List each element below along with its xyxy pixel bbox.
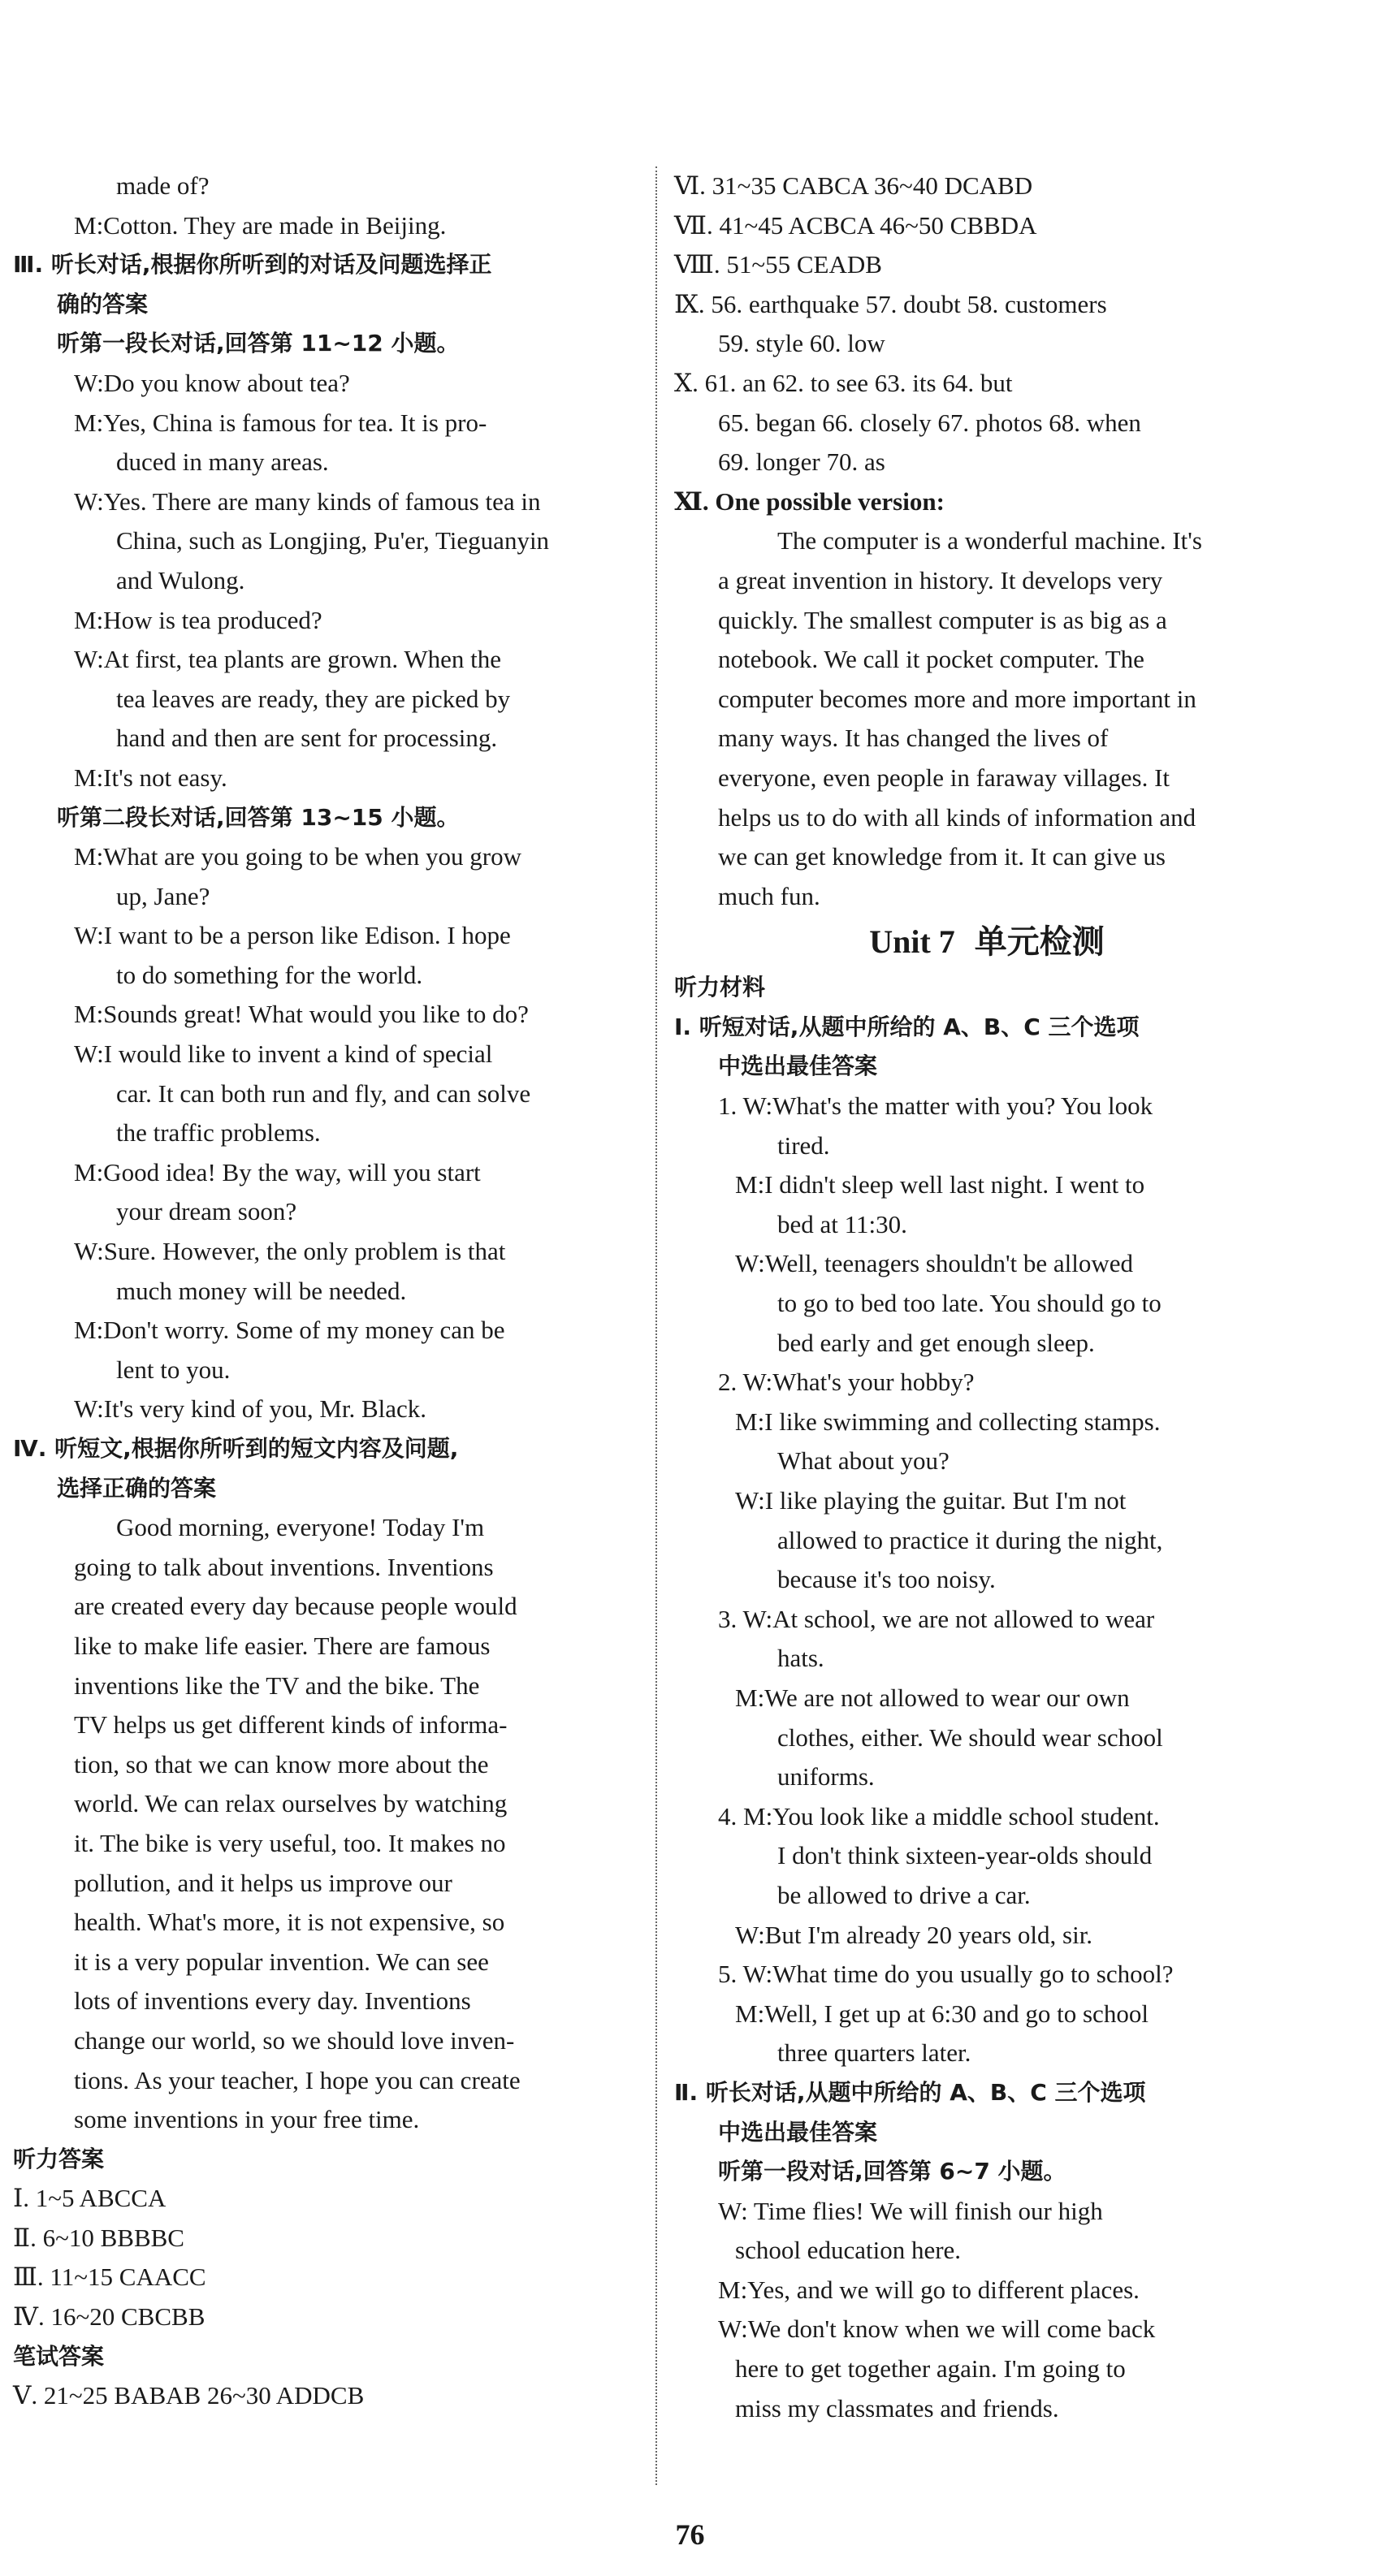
text-line: Ⅰ. 1~5 ABCCA xyxy=(13,2184,167,2213)
left-column xyxy=(13,166,647,2416)
text-line: 听力材料 xyxy=(674,974,766,1001)
text-line: miss my classmates and friends. xyxy=(735,2393,1059,2423)
text-line: M:Sounds great! What would you like to do? xyxy=(74,1000,529,1029)
text-line: made of? xyxy=(116,171,210,200)
text-line: W:It's very kind of you, Mr. Black. xyxy=(74,1394,427,1424)
text-line: like to make life easier. There are famous xyxy=(74,1631,491,1660)
text-line: your dream soon? xyxy=(116,1197,297,1226)
column-divider xyxy=(655,166,657,2485)
text-line: 69. longer 70. as xyxy=(718,447,885,477)
text-line: 4. M:You look like a middle school student. xyxy=(718,1801,1160,1830)
text-line: M:Yes, China is famous for tea. It is pro- xyxy=(74,408,487,437)
text-line: W:Do you know about tea? xyxy=(74,368,350,397)
text-line: some inventions in your free time. xyxy=(74,2105,420,2134)
text-line: Ⅹ. 61. an 62. to see 63. its 64. but xyxy=(674,368,1013,397)
text-line: many ways. It has changed the lives of xyxy=(718,724,1109,753)
text-line: Ⅱ. 听长对话,从题中所给的 A、B、C 三个选项 xyxy=(674,2078,1146,2106)
text-line: we can get knowledge from it. It can give us xyxy=(718,842,1166,871)
unit-subtitle: 单元检测 xyxy=(974,923,1105,962)
text-line: the traffic problems. xyxy=(116,1118,321,1148)
text-line: school education here. xyxy=(735,2236,962,2265)
text-line: bed at 11:30. xyxy=(777,1209,907,1238)
text-line: Ⅶ. 41~45 ACBCA 46~50 CBBDA xyxy=(674,210,1037,240)
text-line: 3. W:At school, we are not allowed to wear xyxy=(718,1604,1155,1633)
unit-heading xyxy=(674,916,1300,968)
text-line: hand and then are sent for processing. xyxy=(116,724,498,753)
text-line: tion, so that we can know more about the xyxy=(74,1749,489,1779)
text-line: much money will be needed. xyxy=(116,1276,407,1305)
text-line: M:How is tea produced? xyxy=(74,605,322,634)
text-line: tions. As your teacher, I hope you can create xyxy=(74,2065,521,2094)
right-column xyxy=(674,166,1300,2428)
text-line: M:Cotton. They are made in Beijing. xyxy=(74,210,447,240)
text-line: 中选出最佳答案 xyxy=(718,2118,878,2146)
text-line: Ⅴ. 21~25 BABAB 26~30 ADDCB xyxy=(13,2381,365,2410)
text-line: 中选出最佳答案 xyxy=(718,1052,878,1080)
text-line: W:I like playing the guitar. But I'm not xyxy=(735,1486,1127,1515)
text-line: 确的答案 xyxy=(57,290,149,318)
text-line: to do something for the world. xyxy=(116,960,423,989)
text-line: Ⅱ. 6~10 BBBBC xyxy=(13,2223,184,2252)
text-line: 听第二段长对话,回答第 13~15 小题。 xyxy=(57,803,460,831)
text-line: allowed to practice it during the night, xyxy=(777,1525,1163,1554)
text-line: Ⅲ. 11~15 CAACC xyxy=(13,2263,206,2292)
text-line: Ⅺ. One possible version: xyxy=(674,486,945,516)
text-line: hats. xyxy=(777,1644,824,1673)
text-line: 笔试答案 xyxy=(13,2342,105,2370)
text-line: because it's too noisy. xyxy=(777,1565,996,1594)
text-line: car. It can both run and fly, and can solve xyxy=(116,1078,531,1108)
text-line: computer becomes more and more important in xyxy=(718,684,1196,713)
text-line: W:But I'm already 20 years old, sir. xyxy=(735,1920,1093,1949)
text-line: quickly. The smallest computer is as big as a xyxy=(718,605,1167,634)
text-line: up, Jane? xyxy=(116,881,210,910)
text-line: uniforms. xyxy=(777,1762,875,1792)
text-line: health. What's more, it is not expensive, so xyxy=(74,1908,505,1937)
text-line: Ⅷ. 51~55 CEADB xyxy=(674,250,882,279)
text-line: notebook. We call it pocket computer. The xyxy=(718,645,1144,674)
text-line: M:Well, I get up at 6:30 and go to school xyxy=(735,1999,1149,2028)
text-line: lent to you. xyxy=(116,1355,231,1384)
text-line: clothes, either. We should wear school xyxy=(777,1722,1163,1752)
text-line: M:What are you going to be when you grow xyxy=(74,842,521,871)
text-line: I don't think sixteen-year-olds should xyxy=(777,1841,1153,1870)
text-line: 5. W:What time do you usually go to school? xyxy=(718,1960,1174,1989)
text-line: Ⅸ. 56. earthquake 57. doubt 58. customers xyxy=(674,289,1107,318)
text-line: three quarters later. xyxy=(777,2038,971,2068)
text-line: 59. style 60. low xyxy=(718,329,885,358)
text-line: M:It's not easy. xyxy=(74,763,227,792)
text-line: here to get together again. I'm going to xyxy=(735,2354,1126,2384)
text-line: change our world, so we should love inven- xyxy=(74,2025,515,2055)
text-line: 65. began 66. closely 67. photos 68. when xyxy=(718,408,1141,437)
text-line: W:We don't know when we will come back xyxy=(718,2315,1156,2344)
text-line: duced in many areas. xyxy=(116,447,329,477)
text-line: M:I didn't sleep well last night. I went to xyxy=(735,1170,1145,1199)
text-line: Good morning, everyone! Today I'm xyxy=(116,1513,485,1542)
text-line: tea leaves are ready, they are picked by xyxy=(116,684,511,713)
text-line: it. The bike is very useful, too. It makes no xyxy=(74,1828,506,1857)
text-line: and Wulong. xyxy=(116,565,245,594)
listening-material-section xyxy=(674,968,1300,2428)
text-line: world. We can relax ourselves by watching xyxy=(74,1789,508,1818)
text-line: are created every day because people would xyxy=(74,1592,517,1621)
text-line: 1. W:What's the matter with you? You look xyxy=(718,1091,1153,1121)
text-line: Ⅰ. 听短对话,从题中所给的 A、B、C 三个选项 xyxy=(674,1013,1140,1040)
text-line: 听第一段长对话,回答第 11~12 小题。 xyxy=(57,330,460,357)
text-line: The computer is a wonderful machine. It's xyxy=(777,526,1202,555)
text-line: Ⅳ. 16~20 CBCBB xyxy=(13,2302,205,2332)
text-line: Ⅵ. 31~35 CABCA 36~40 DCABD xyxy=(674,171,1033,200)
text-line: pollution, and it helps us improve our xyxy=(74,1868,452,1897)
text-line: everyone, even people in faraway villages. It xyxy=(718,763,1170,792)
text-line: 听第一段对话,回答第 6~7 小题。 xyxy=(718,2158,1066,2185)
text-line: Ⅳ. 听短文,根据你所听到的短文内容及问题, xyxy=(13,1435,459,1462)
page-number: 76 xyxy=(675,2518,705,2551)
text-line: M:Don't worry. Some of my money can be xyxy=(74,1316,505,1345)
text-line: it is a very popular invention. We can see xyxy=(74,1947,489,1976)
text-line: inventions like the TV and the bike. The xyxy=(74,1671,480,1700)
text-line: 听力答案 xyxy=(13,2145,105,2172)
text-line: be allowed to drive a car. xyxy=(777,1880,1031,1909)
text-line: M:We are not allowed to wear our own xyxy=(735,1683,1130,1712)
text-line: China, such as Longjing, Pu'er, Tieguanyin xyxy=(116,526,550,555)
text-line: much fun. xyxy=(718,881,820,910)
text-line: W:At first, tea plants are grown. When the xyxy=(74,645,501,674)
text-line: M:Good idea! By the way, will you start xyxy=(74,1157,481,1186)
text-line: to go to bed too late. You should go to xyxy=(777,1289,1162,1318)
unit-title: Unit 7 xyxy=(869,923,955,961)
text-line: going to talk about inventions. Inventions xyxy=(74,1552,494,1581)
text-line: M:I like swimming and collecting stamps. xyxy=(735,1407,1161,1436)
text-line: bed early and get enough sleep. xyxy=(777,1328,1095,1357)
text-line: Ⅲ. 听长对话,根据你所听到的对话及问题选择正 xyxy=(13,251,492,279)
text-line: a great invention in history. It develops very xyxy=(718,565,1163,594)
text-line: 2. W:What's your hobby? xyxy=(718,1368,975,1397)
text-line: 选择正确的答案 xyxy=(57,1474,217,1502)
text-line: W:I want to be a person like Edison. I hope xyxy=(74,921,511,950)
text-line: What about you? xyxy=(777,1446,950,1476)
text-line: W: Time flies! We will finish our high xyxy=(718,2196,1103,2225)
text-line: W:Well, teenagers shouldn't be allowed xyxy=(735,1249,1134,1278)
text-line: TV helps us get different kinds of informa- xyxy=(74,1710,508,1740)
text-line: lots of inventions every day. Inventions xyxy=(74,1986,471,2016)
text-line: W:Sure. However, the only problem is that xyxy=(74,1237,506,1266)
text-line: W:I would like to invent a kind of special xyxy=(74,1039,493,1069)
text-line: M:Yes, and we will go to different places. xyxy=(718,2275,1140,2304)
text-line: W:Yes. There are many kinds of famous tea in xyxy=(74,486,541,516)
answer-key-section xyxy=(674,166,1300,916)
text-line: tired. xyxy=(777,1130,830,1160)
text-line: helps us to do with all kinds of information and xyxy=(718,802,1196,832)
